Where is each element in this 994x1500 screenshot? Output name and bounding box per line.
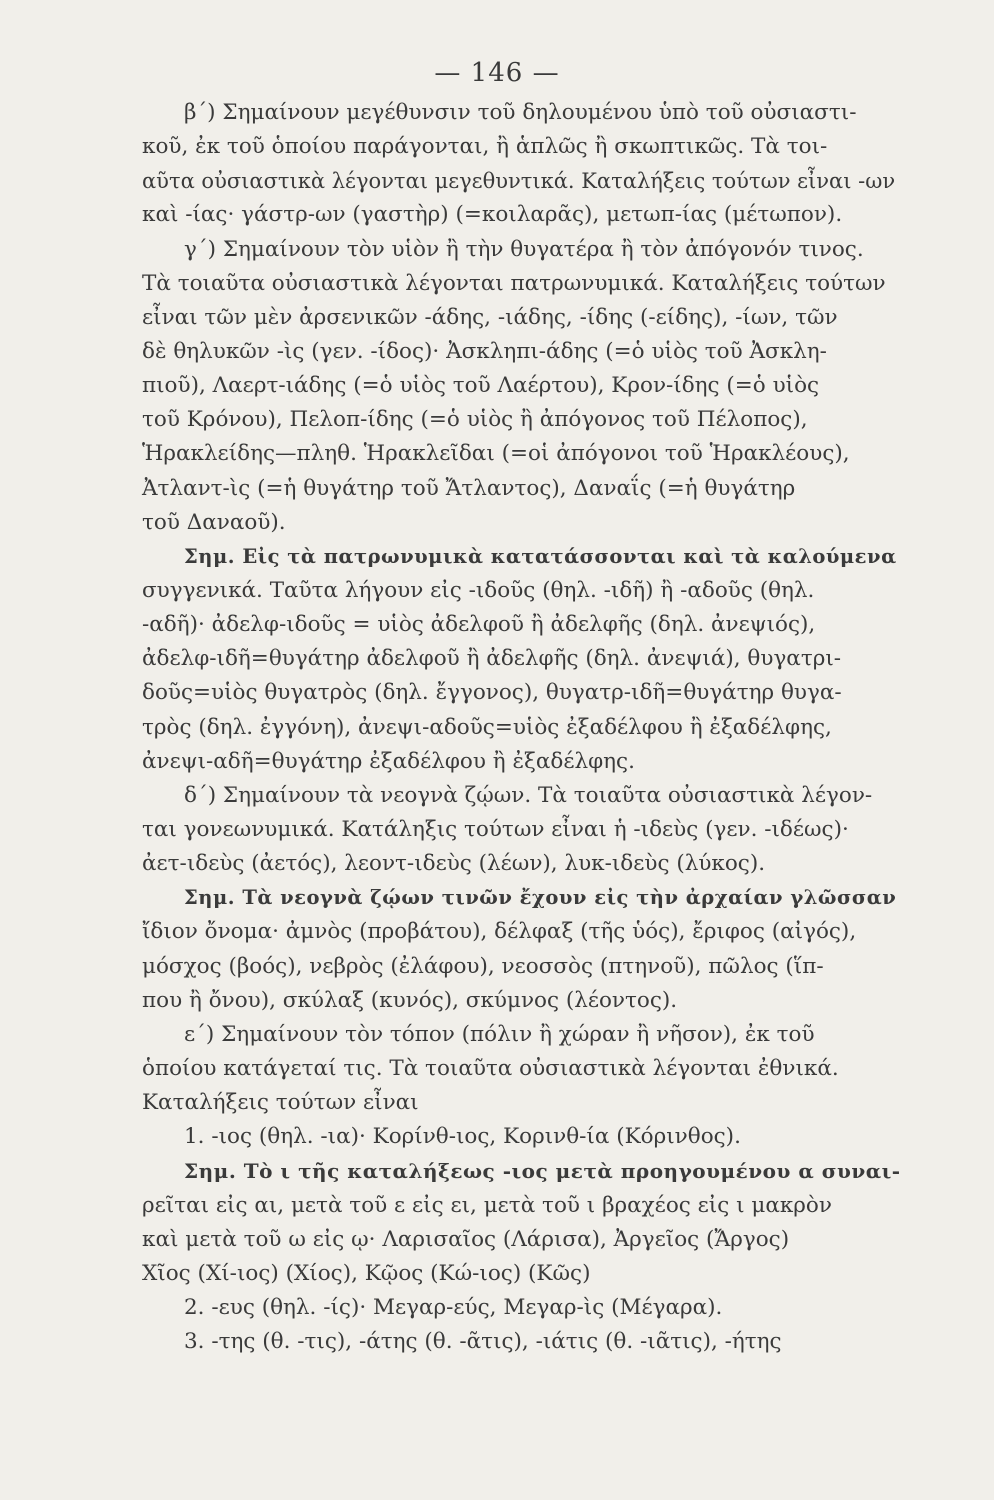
text-line: τρὸς (δηλ. ἐγγόνη), ἀνεψι-αδοῦς=υἱὸς ἐξαδέλφου ἢ ἐξαδέλφης, — [142, 714, 832, 740]
text-line: αῦτα οὐσιαστικὰ λέγονται μεγεθυντικά. Καταλήξεις τούτων εἶναι -ων — [142, 169, 896, 194]
text-line: τοῦ Κρόνου), Πελοπ-ίδης (=ὁ υἱὸς ἢ ἀπόγονος τοῦ Πέλοπος), — [142, 407, 808, 433]
list-item: 1. -ιος (θηλ. -ια)· Κορίνθ-ιος, Κορινθ-ία (Κόρινθος). — [184, 1124, 741, 1150]
text-line: Καταλήξεις τούτων εἶναι — [142, 1090, 419, 1116]
text-line: Ἡρακλείδης—πληθ. Ἡρακλεῖδαι (=οἱ ἀπόγονοι τοῦ Ἡρακλέους), — [142, 441, 850, 467]
text-line: ἴδιον ὄνομα· ἀμνὸς (προβάτου), δέλφαξ (τῆς ὑός), ἔριφος (αἰγός), — [142, 919, 857, 945]
text-line: δ΄) Σημαίνουν τὰ νεογνὰ ζῴων. Τὰ τοιαῦτα οὐσιαστικὰ λέγον- — [184, 782, 873, 808]
text-line: ἀδελφ-ιδῆ=θυγάτηρ ἀδελφοῦ ἢ ἀδελφῆς (δηλ. ἀνεψιά), θυγατρι- — [142, 646, 842, 672]
text-line: δὲ θηλυκῶν -ὶς (γεν. -ίδος)· Ἀσκληπι-άδης (=ὁ υἱὸς τοῦ Ἀσκλη- — [142, 338, 827, 364]
note-line: Σημ. Εἰς τὰ πατρωνυμικὰ κατατάσσονται καὶ τὰ καλούμενα — [184, 544, 897, 568]
text-line: ἀνεψι-αδῆ=θυγάτηρ ἐξαδέλφου ἢ ἐξαδέλφης. — [142, 748, 635, 774]
text-line: ε΄) Σημαίνουν τὸν τόπον (πόλιν ἢ χώραν ἢ νῆσον), ἐκ τοῦ — [184, 1021, 815, 1047]
text-line: γ΄) Σημαίνουν τὸν υἱὸν ἢ τὴν θυγατέρα ἢ τὸν ἀπόγονόν τινος. — [184, 236, 864, 262]
note-line: Σημ. Τὰ νεογνὰ ζῴων τινῶν ἔχουν εἰς τὴν ἀρχαίαν γλῶσσαν — [184, 886, 897, 910]
text-line: ται γονεωνυμικά. Κατάληξις τούτων εἶναι ἡ -ιδεὺς (γεν. -ιδέως)· — [142, 816, 849, 842]
list-item: 3. -της (θ. -τις), -άτης (θ. -ᾶτις), -ιάτις (θ. -ιᾶτις), -ήτης — [184, 1329, 782, 1355]
text-line: Ἀτλαντ-ὶς (=ἡ θυγάτηρ τοῦ Ἄτλαντος), Δαναΐς (=ἡ θυγάτηρ — [142, 475, 796, 501]
text-line: μόσχος (βοός), νεβρὸς (ἐλάφου), νεοσσὸς (πτηνοῦ), πῶλος (ἵπ- — [142, 953, 824, 979]
text-line: καὶ μετὰ τοῦ ω εἰς ῳ· Λαρισαῖος (Λάρισα), Ἀργεῖος (Ἄργος) — [142, 1226, 790, 1252]
text-line: ρεῖται εἰς αι, μετὰ τοῦ ε εἰς ει, μετὰ τοῦ ι βραχέος εἰς ι μακρὸν — [142, 1192, 832, 1218]
text-line: καὶ -ίας· γάστρ-ων (γαστὴρ) (=κοιλαρᾶς), μετωπ-ίας (μέτωπον). — [142, 202, 843, 228]
note-line: Σημ. Τὸ ι τῆς καταλήξεως -ιος μετὰ προηγουμένου α συναι- — [184, 1159, 901, 1184]
body-text — [142, 96, 902, 1359]
text-line: κοῦ, ἐκ τοῦ ὁποίου παράγονται, ἢ ἁπλῶς ἢ σκωπτικῶς. Τὰ τοι- — [142, 134, 828, 160]
text-line: Χῖος (Χί-ιος) (Χίος), Κῷος (Κώ-ιος) (Κῶς) — [142, 1260, 591, 1286]
text-line: συγγενικά. Ταῦτα λήγουν εἰς -ιδοῦς (θηλ. -ιδῆ) ἢ -αδοῦς (θηλ. — [142, 577, 815, 603]
text-line: ὁποίου κατάγεταί τις. Τὰ τοιαῦτα οὐσιαστικὰ λέγονται ἐθνικά. — [142, 1055, 839, 1081]
text-line: ἀετ-ιδεὺς (ἀετός), λεοντ-ιδεὺς (λέων), λυκ-ιδεὺς (λύκος). — [142, 851, 766, 877]
text-line: εἶναι τῶν μὲν ἀρσενικῶν -άδης, -ιάδης, -ίδης (-είδης), -ίων, τῶν — [142, 304, 838, 330]
text-line: πιοῦ), Λαερτ-ιάδης (=ὁ υἱὸς τοῦ Λαέρτου), Κρον-ίδης (=ὁ υἱὸς — [142, 373, 820, 399]
text-line: β΄) Σημαίνουν μεγέθυνσιν τοῦ δηλουμένου ὑπὸ τοῦ οὐσιαστι- — [184, 100, 857, 125]
page-number: — 146 — — [434, 58, 560, 88]
text-line: Τὰ τοιαῦτα οὐσιαστικὰ λέγονται πατρωνυμικά. Καταλήξεις τούτων — [142, 270, 886, 296]
text-line: τοῦ Δαναοῦ). — [142, 509, 286, 535]
list-item: 2. -ευς (θηλ. -ίς)· Μεγαρ-εύς, Μεγαρ-ὶς (Μέγαρα). — [184, 1294, 723, 1320]
text-line: -αδῆ)· ἀδελφ-ιδοῦς = υἱὸς ἀδελφοῦ ἢ ἀδελφῆς (δηλ. ἀνεψιός), — [142, 612, 816, 638]
text-line: που ἢ ὄνου), σκύλαξ (κυνός), σκύμνος (λέοντος). — [142, 987, 678, 1013]
text-line: δοῦς=υἱὸς θυγατρὸς (δηλ. ἔγγονος), θυγατρ-ιδῆ=θυγάτηρ θυγα- — [142, 680, 842, 706]
